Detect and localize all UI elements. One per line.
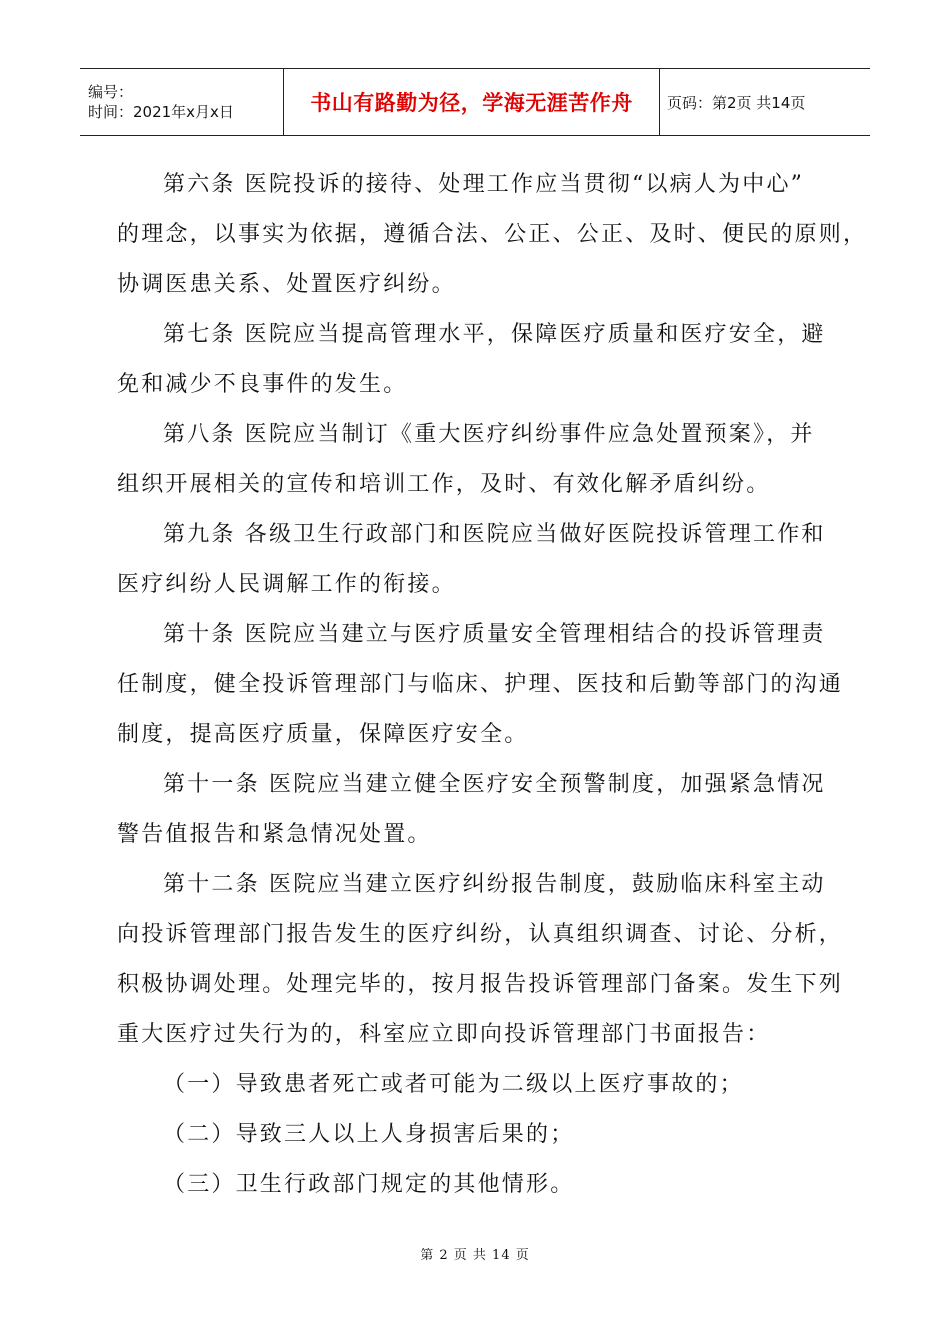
body-line: 第八条 医院应当制订《重大医疗纠纷事件应急处置预案》，并 [163, 422, 815, 447]
header-motto: 书山有路勤为径，学海无涯苦作舟 [310, 91, 633, 115]
header-page-label: 页码：第2页 共14页 [667, 93, 806, 112]
body-line: 制度，提高医疗质量，保障医疗安全。 [117, 722, 529, 747]
page-header [80, 68, 870, 136]
body-line: 第七条 医院应当提高管理水平，保障医疗质量和医疗安全，避 [163, 322, 826, 347]
body-line: 第十一条 医院应当建立健全医疗安全预警制度，加强紧急情况 [163, 772, 826, 797]
body-line: 警告值报告和紧急情况处置。 [117, 822, 432, 847]
body-line: 第六条 医院投诉的接待、处理工作应当贯彻“以病人为中心” [163, 172, 805, 197]
document-date-label: 时间：2021年x月x日 [88, 103, 234, 121]
body-line: 协调医患关系、处置医疗纠纷。 [117, 272, 456, 297]
body-line: 积极协调处理。处理完毕的，按月报告投诉管理部门备案。发生下列 [117, 972, 844, 997]
header-right-cell [660, 69, 805, 135]
list-item: （三）卫生行政部门规定的其他情形。 [163, 1172, 575, 1197]
list-item: （二）导致三人以上人身损害后果的； [163, 1122, 575, 1147]
body-line: 第十条 医院应当建立与医疗质量安全管理相结合的投诉管理责 [163, 622, 826, 647]
body-line: 第十二条 医院应当建立医疗纠纷报告制度，鼓励临床科室主动 [163, 872, 826, 897]
body-line: 免和减少不良事件的发生。 [117, 372, 408, 397]
document-number-label: 编号： [88, 83, 134, 101]
header-middle-cell [283, 69, 660, 135]
body-line: 组织开展相关的宣传和培训工作，及时、有效化解矛盾纠纷。 [117, 472, 771, 497]
body-line: 第九条 各级卫生行政部门和医院应当做好医院投诉管理工作和 [163, 522, 826, 547]
body-line: 的理念，以事实为依据，遵循合法、公正、公正、及时、便民的原则， [117, 222, 868, 247]
document-body [117, 160, 868, 1210]
body-line: 任制度，健全投诉管理部门与临床、护理、医技和后勤等部门的沟通 [117, 672, 844, 697]
body-line: 医疗纠纷人民调解工作的衔接。 [117, 572, 456, 597]
body-line: 重大医疗过失行为的，科室应立即向投诉管理部门书面报告： [117, 1022, 771, 1047]
body-line: 向投诉管理部门报告发生的医疗纠纷，认真组织调查、讨论、分析， [117, 922, 844, 947]
list-item: （一）导致患者死亡或者可能为二级以上医疗事故的； [163, 1072, 744, 1097]
page-footer: 第 2 页 共 14 页 [420, 1248, 530, 1263]
header-left-cell [80, 69, 283, 135]
